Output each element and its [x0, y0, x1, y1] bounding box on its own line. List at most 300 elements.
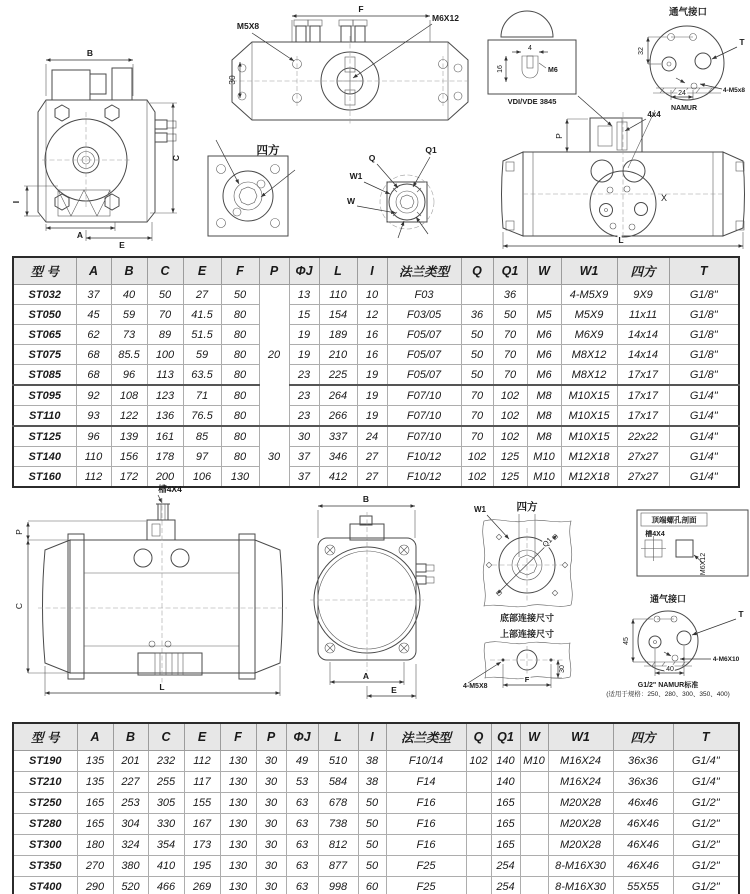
value-cell: 12: [357, 305, 387, 325]
column-header: 型 号: [13, 723, 77, 751]
value-cell: 102: [493, 385, 527, 406]
value-cell: [461, 285, 493, 305]
value-cell: 70: [461, 426, 493, 447]
value-cell: 70: [493, 365, 527, 386]
value-cell: M10X15: [561, 385, 617, 406]
value-cell: 112: [184, 751, 220, 772]
value-cell: 8-M16X30: [548, 856, 613, 877]
value-cell: 139: [111, 426, 147, 447]
value-cell: 354: [148, 835, 184, 856]
drawing-top-screw-section: [637, 510, 748, 576]
model-cell: ST125: [13, 426, 76, 447]
value-cell: 23: [289, 385, 319, 406]
value-cell: M8X12: [561, 365, 617, 386]
value-cell: 466: [148, 877, 184, 894]
value-cell: 80: [221, 325, 259, 345]
value-cell: 200: [147, 467, 183, 488]
column-header: P: [259, 257, 289, 285]
model-cell: ST065: [13, 325, 76, 345]
model-cell: ST085: [13, 365, 76, 386]
value-cell: M20X28: [548, 835, 613, 856]
drawing-bottom-connection: [474, 500, 572, 623]
table-row: [13, 772, 739, 793]
column-header: W: [520, 723, 548, 751]
value-cell: 89: [147, 325, 183, 345]
table-row: [13, 345, 739, 365]
value-cell: M8X12: [561, 345, 617, 365]
caption-namur: NAMUR: [670, 105, 698, 112]
value-cell: 136: [147, 406, 183, 427]
label-W: W: [346, 196, 356, 206]
value-cell: 135: [77, 772, 113, 793]
value-cell: 68: [76, 345, 111, 365]
drawing-vdi-vde-detail: [488, 11, 612, 126]
value-cell: M8: [527, 385, 561, 406]
value-cell: 520: [113, 877, 148, 894]
table-row: [13, 835, 739, 856]
value-cell: 38: [358, 772, 386, 793]
value-cell: 80: [221, 447, 259, 467]
table-row: [13, 305, 739, 325]
value-cell: F10/12: [387, 447, 461, 467]
value-cell: 412: [319, 467, 357, 488]
value-cell: 50: [358, 835, 386, 856]
value-cell: 346: [319, 447, 357, 467]
dim-I: I: [11, 200, 21, 204]
value-cell: 122: [111, 406, 147, 427]
column-header: P: [256, 723, 286, 751]
column-header: E: [183, 257, 221, 285]
value-cell: 11x11: [617, 305, 669, 325]
value-cell: F25: [386, 877, 466, 894]
value-cell: 30: [289, 426, 319, 447]
value-cell: 59: [183, 345, 221, 365]
column-header: T: [673, 723, 739, 751]
value-cell: F05/07: [387, 365, 461, 386]
drawing-top-view: [227, 4, 468, 126]
value-cell: M12X18: [561, 467, 617, 488]
value-cell: 55X55: [613, 877, 673, 894]
value-cell: 324: [113, 835, 148, 856]
value-cell: 165: [77, 793, 113, 814]
dim-L2: L: [159, 682, 165, 692]
value-cell: 19: [357, 385, 387, 406]
value-cell: 678: [318, 793, 358, 814]
value-cell: 156: [111, 447, 147, 467]
value-cell: 24: [357, 426, 387, 447]
value-cell: 27: [357, 447, 387, 467]
caption-vdi: VDI/VDE 3845: [507, 97, 557, 106]
drawing-large-side-view: [14, 484, 287, 696]
value-cell: [520, 856, 548, 877]
value-cell: 380: [113, 856, 148, 877]
value-cell: [466, 835, 491, 856]
value-cell: G1/4": [669, 467, 739, 488]
value-cell: 812: [318, 835, 358, 856]
top-drawings: [0, 0, 750, 252]
column-header: Q: [466, 723, 491, 751]
dim-30-2: 30: [559, 665, 566, 673]
value-cell: F16: [386, 814, 466, 835]
column-header: Q1: [493, 257, 527, 285]
column-header: F: [221, 257, 259, 285]
value-cell: [520, 772, 548, 793]
drawing-front-view: [11, 48, 181, 250]
dim-L: L: [618, 235, 624, 245]
value-cell: 510: [318, 751, 358, 772]
value-cell: 13: [289, 285, 319, 305]
value-cell: 63: [286, 877, 318, 894]
value-cell: 40: [111, 285, 147, 305]
value-cell: 584: [318, 772, 358, 793]
value-cell: 14x14: [617, 325, 669, 345]
model-cell: ST160: [13, 467, 76, 488]
value-cell: 37: [76, 285, 111, 305]
value-cell: [520, 877, 548, 894]
column-header: 四方: [613, 723, 673, 751]
value-cell: M6X9: [561, 325, 617, 345]
column-header: A: [76, 257, 111, 285]
label-M6: M6: [548, 67, 558, 74]
value-cell: 130: [220, 793, 256, 814]
value-cell: 70: [493, 325, 527, 345]
column-header: F: [220, 723, 256, 751]
dim-24: 24: [678, 90, 686, 97]
dim-16: 16: [497, 65, 504, 73]
value-cell: 8-M16X30: [548, 877, 613, 894]
column-header: Q1: [491, 723, 520, 751]
value-cell: 172: [111, 467, 147, 488]
value-cell: G1/8": [669, 285, 739, 305]
header-row: [13, 723, 739, 751]
value-cell: 73: [111, 325, 147, 345]
value-cell: 140: [491, 751, 520, 772]
dim-B2: B: [362, 494, 370, 504]
title-air-port: 通气接口: [668, 7, 708, 18]
dim-30: 30: [227, 75, 237, 85]
value-cell: 130: [220, 772, 256, 793]
table-row: [13, 751, 739, 772]
value-cell: [466, 793, 491, 814]
value-cell: 71: [183, 385, 221, 406]
value-cell: 4-M5X9: [561, 285, 617, 305]
value-cell: 17x17: [617, 365, 669, 386]
model-cell: ST032: [13, 285, 76, 305]
value-cell: 30: [256, 814, 286, 835]
value-cell: F03: [387, 285, 461, 305]
value-cell: 36: [461, 305, 493, 325]
value-cell: 17x17: [617, 385, 669, 406]
value-cell: 46X46: [613, 814, 673, 835]
value-cell: 50: [493, 305, 527, 325]
value-cell: 225: [319, 365, 357, 386]
label-T: T: [739, 37, 745, 47]
value-cell: 30: [256, 751, 286, 772]
value-cell: F05/07: [387, 345, 461, 365]
value-cell: F10/12: [387, 467, 461, 488]
value-cell: M8: [527, 426, 561, 447]
value-cell: G1/2": [673, 814, 739, 835]
value-cell: 117: [184, 772, 220, 793]
value-cell: 255: [148, 772, 184, 793]
table-row: [13, 426, 739, 447]
dim-C2: C: [14, 602, 24, 610]
model-cell: ST110: [13, 406, 76, 427]
table-row: [13, 285, 739, 305]
value-cell: [466, 856, 491, 877]
value-cell: 36: [493, 285, 527, 305]
value-cell: 41.5: [183, 305, 221, 325]
value-cell: 45: [76, 305, 111, 325]
value-cell: 50: [461, 325, 493, 345]
dim-E: E: [119, 240, 125, 250]
value-cell: 38: [358, 751, 386, 772]
label-slot4x4-2: 槽4X4: [645, 531, 665, 538]
model-cell: ST280: [13, 814, 77, 835]
model-cell: ST190: [13, 751, 77, 772]
column-header: C: [148, 723, 184, 751]
label-T-2: T: [738, 609, 744, 619]
drawing-top-connection: [463, 628, 571, 690]
value-cell: 201: [113, 751, 148, 772]
value-cell: 102: [493, 426, 527, 447]
column-header: I: [357, 257, 387, 285]
dim-A: A: [76, 230, 84, 240]
model-cell: ST050: [13, 305, 76, 325]
value-cell: 63: [286, 856, 318, 877]
value-cell: 254: [491, 877, 520, 894]
column-header: I: [358, 723, 386, 751]
column-header: W: [527, 257, 561, 285]
value-cell: 70: [461, 385, 493, 406]
table-row: [13, 856, 739, 877]
value-cell: 85.5: [111, 345, 147, 365]
model-cell: ST075: [13, 345, 76, 365]
value-cell: 27: [183, 285, 221, 305]
value-cell: 46X46: [613, 856, 673, 877]
drawing-air-port-large: [606, 593, 744, 698]
dimension-table-small-models: [12, 256, 740, 488]
label-m6x12: M6X12: [432, 13, 459, 23]
model-cell: ST300: [13, 835, 77, 856]
title-screw-section: 顶端螺孔剖面: [651, 515, 697, 525]
value-cell: 877: [318, 856, 358, 877]
value-cell: 738: [318, 814, 358, 835]
value-cell: G1/8": [669, 305, 739, 325]
value-cell: [520, 793, 548, 814]
value-cell: M10: [520, 751, 548, 772]
value-cell: 30: [256, 772, 286, 793]
value-cell: 102: [493, 406, 527, 427]
value-cell: 20: [259, 285, 289, 427]
value-cell: 227: [113, 772, 148, 793]
value-cell: 330: [148, 814, 184, 835]
model-cell: ST250: [13, 793, 77, 814]
value-cell: 266: [319, 406, 357, 427]
value-cell: G1/4": [669, 447, 739, 467]
value-cell: 76.5: [183, 406, 221, 427]
dim-45: 45: [623, 637, 630, 645]
value-cell: G1/8": [669, 345, 739, 365]
dim-P: P: [554, 133, 564, 139]
value-cell: 50: [358, 814, 386, 835]
value-cell: 96: [111, 365, 147, 386]
label-Q1-2: Q1: [540, 535, 554, 549]
value-cell: 80: [221, 345, 259, 365]
value-cell: 161: [147, 426, 183, 447]
value-cell: 19: [357, 365, 387, 386]
value-cell: 130: [220, 856, 256, 877]
value-cell: F03/05: [387, 305, 461, 325]
value-cell: 123: [147, 385, 183, 406]
column-header: 型 号: [13, 257, 76, 285]
value-cell: G1/4": [669, 406, 739, 427]
label-sifang-2: 四方: [516, 501, 538, 513]
value-cell: 27x27: [617, 467, 669, 488]
dim-F2: F: [524, 675, 530, 684]
label-W1: W1: [349, 171, 363, 181]
value-cell: 19: [289, 345, 319, 365]
label-4-m5x8: 4-M5x8: [722, 87, 746, 94]
table-row: [13, 877, 739, 894]
value-cell: F05/07: [387, 325, 461, 345]
label-m6x12-2: M6X12: [700, 552, 707, 576]
column-header: 法兰类型: [386, 723, 466, 751]
value-cell: 50: [358, 856, 386, 877]
value-cell: F07/10: [387, 406, 461, 427]
value-cell: M16X24: [548, 772, 613, 793]
value-cell: 253: [113, 793, 148, 814]
label-4x4: 4x4: [647, 110, 661, 119]
value-cell: 80: [221, 426, 259, 447]
label-m5x8: M5X8: [236, 21, 260, 31]
value-cell: 50: [461, 365, 493, 386]
value-cell: M8: [527, 406, 561, 427]
value-cell: 304: [113, 814, 148, 835]
model-cell: ST350: [13, 856, 77, 877]
value-cell: G1/2": [673, 835, 739, 856]
value-cell: 50: [221, 285, 259, 305]
value-cell: 53: [286, 772, 318, 793]
value-cell: 102: [466, 751, 491, 772]
drawing-shaft-view: [347, 145, 437, 238]
value-cell: 15: [289, 305, 319, 325]
value-cell: 130: [220, 751, 256, 772]
value-cell: 110: [76, 447, 111, 467]
value-cell: 100: [147, 345, 183, 365]
value-cell: G1/2": [673, 793, 739, 814]
dimension-table-large-models: [12, 722, 740, 894]
value-cell: 30: [256, 877, 286, 894]
value-cell: 50: [461, 345, 493, 365]
value-cell: M20X28: [548, 814, 613, 835]
value-cell: 410: [148, 856, 184, 877]
value-cell: 37: [289, 447, 319, 467]
column-header: C: [147, 257, 183, 285]
value-cell: 60: [358, 877, 386, 894]
value-cell: 30: [256, 835, 286, 856]
value-cell: [527, 285, 561, 305]
label-Q1: Q1: [425, 145, 437, 155]
value-cell: 167: [184, 814, 220, 835]
value-cell: 254: [491, 856, 520, 877]
label-4-m5x8-2: 4-M5X8: [463, 683, 488, 690]
value-cell: 337: [319, 426, 357, 447]
value-cell: 49: [286, 751, 318, 772]
model-cell: ST095: [13, 385, 76, 406]
column-header: Q: [461, 257, 493, 285]
value-cell: 14x14: [617, 345, 669, 365]
value-cell: 30: [256, 856, 286, 877]
value-cell: 998: [318, 877, 358, 894]
value-cell: 37: [289, 467, 319, 488]
value-cell: G1/4": [673, 772, 739, 793]
value-cell: 16: [357, 325, 387, 345]
caption-namur-standard: G1/2" NAMUR标准: [637, 682, 699, 689]
value-cell: F16: [386, 793, 466, 814]
middle-drawings: [0, 478, 750, 716]
dim-4: 4: [528, 45, 532, 52]
drawing-large-end-view: [310, 494, 434, 699]
value-cell: M6: [527, 365, 561, 386]
value-cell: 140: [491, 772, 520, 793]
value-cell: 102: [461, 467, 493, 488]
value-cell: 125: [493, 467, 527, 488]
value-cell: 154: [319, 305, 357, 325]
dim-40: 40: [666, 666, 674, 673]
value-cell: M5X9: [561, 305, 617, 325]
table-row: [13, 447, 739, 467]
value-cell: F14: [386, 772, 466, 793]
column-header: E: [184, 723, 220, 751]
value-cell: 130: [220, 877, 256, 894]
value-cell: 112: [76, 467, 111, 488]
value-cell: 165: [491, 835, 520, 856]
value-cell: M6: [527, 345, 561, 365]
label-4-m6x10: 4-M6X10: [712, 656, 740, 663]
value-cell: 165: [491, 814, 520, 835]
model-cell: ST400: [13, 877, 77, 894]
drawing-square-flange: [208, 140, 295, 236]
value-cell: 135: [77, 751, 113, 772]
value-cell: 125: [493, 447, 527, 467]
value-cell: [520, 814, 548, 835]
dim-F: F: [358, 4, 364, 14]
value-cell: G1/2": [673, 856, 739, 877]
value-cell: 232: [148, 751, 184, 772]
value-cell: 80: [221, 385, 259, 406]
value-cell: 110: [319, 285, 357, 305]
dim-E2: E: [391, 685, 397, 695]
table-row: [13, 406, 739, 427]
value-cell: 19: [289, 325, 319, 345]
drawing-air-port-namur: [638, 6, 745, 112]
model-cell: ST210: [13, 772, 77, 793]
value-cell: 130: [220, 814, 256, 835]
value-cell: G1/2": [673, 877, 739, 894]
label-Q: Q: [368, 153, 376, 163]
value-cell: F07/10: [387, 385, 461, 406]
column-header: T: [669, 257, 739, 285]
value-cell: 36x36: [613, 772, 673, 793]
column-header: L: [318, 723, 358, 751]
value-cell: 264: [319, 385, 357, 406]
value-cell: G1/8": [669, 365, 739, 386]
value-cell: M10X15: [561, 426, 617, 447]
value-cell: M10: [527, 467, 561, 488]
value-cell: 155: [184, 793, 220, 814]
value-cell: 93: [76, 406, 111, 427]
